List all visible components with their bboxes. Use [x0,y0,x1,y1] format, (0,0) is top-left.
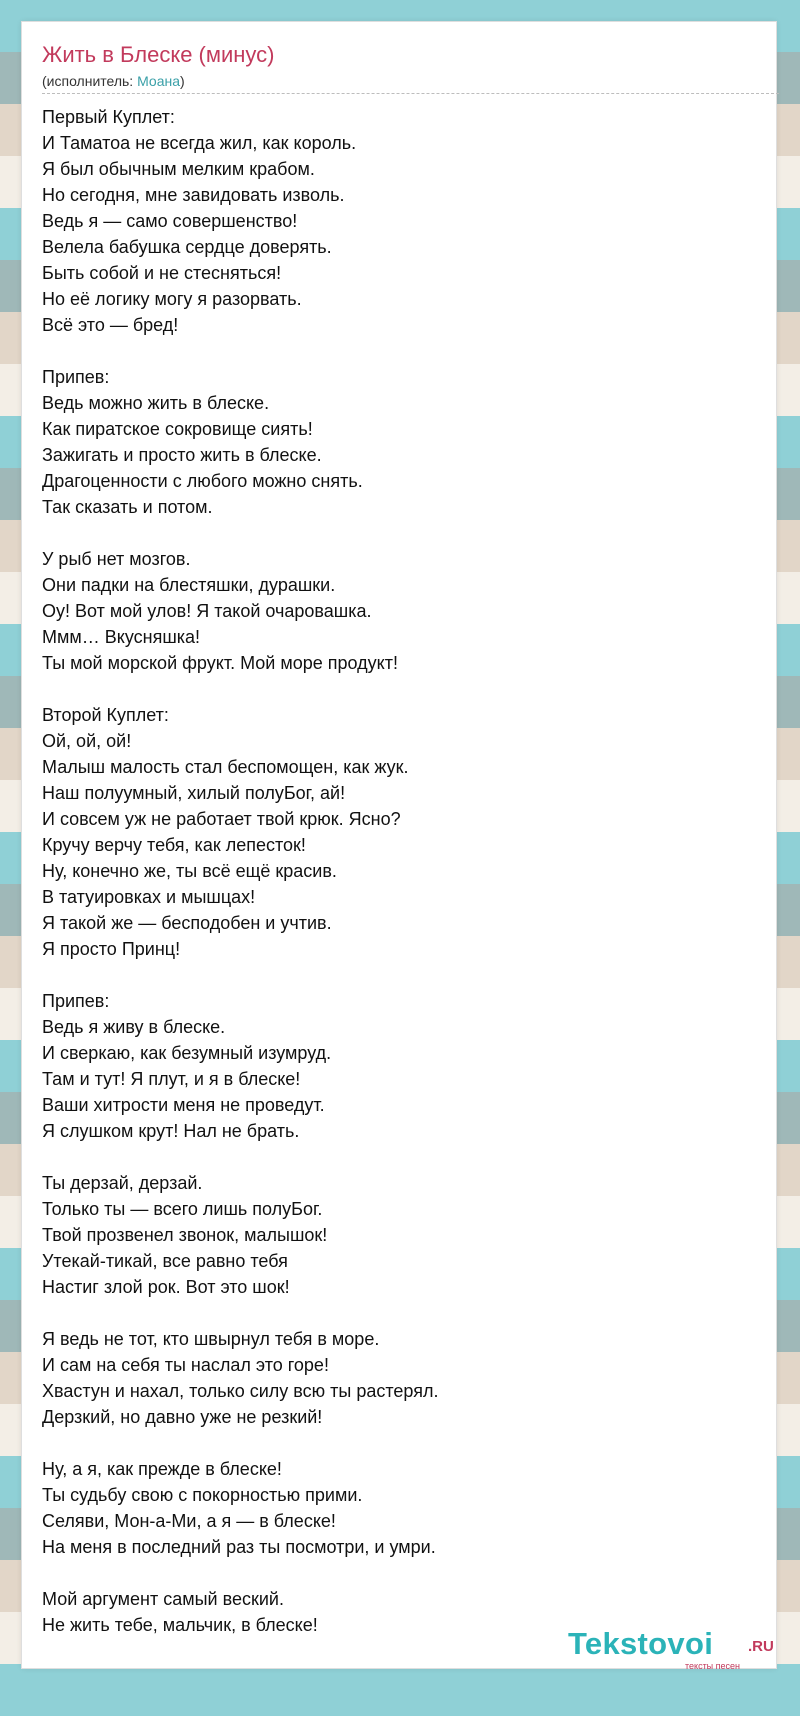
lyric-line [42,1300,752,1326]
lyric-line: Ну, а я, как прежде в блеске! [42,1459,282,1479]
lyric-line: В татуировках и мышцах! [42,887,256,907]
lyric-line: Там и тут! Я плут, и я в блеске! [42,1069,301,1089]
lyric-line: Первый Куплет: [42,107,175,127]
logo-domain: .RU [748,1638,774,1655]
logo-wordmark: Tekstovoi [568,1626,714,1661]
lyric-line: И сверкаю, как безумный изумруд. [42,1043,332,1063]
lyric-line: У рыб нет мозгов. [42,549,191,569]
title-divider [42,93,779,94]
lyric-line [42,1144,752,1170]
lyric-line: И сам на себя ты наслал это горе! [42,1355,329,1375]
lyric-line: Только ты — всего лишь полуБог. [42,1199,323,1219]
lyric-line: Оу! Вот мой улов! Я такой очаровашка. [42,601,372,621]
lyric-line: Второй Куплет: [42,705,169,725]
lyric-line: Не жить тебе, мальчик, в блеске! [42,1615,318,1635]
artist-line [42,72,185,90]
lyric-line: Быть собой и не стесняться! [42,263,282,283]
lyric-line: Твой прозвенел звонок, малышок! [42,1225,328,1245]
lyric-line: Я слушком крут! Нал не брать. [42,1121,300,1141]
lyric-line: Настиг злой рок. Вот это шок! [42,1277,290,1297]
lyric-line: Хвастун и нахал, только силу всю ты растерял. [42,1381,439,1401]
background-stripe [0,1664,800,1716]
lyric-line: Ты мой морской фрукт. Мой море продукт! [42,653,398,673]
song-title: Жить в Блеске (минус) [42,42,275,67]
lyrics-text [42,104,752,1638]
lyric-line: Как пиратское сокровище сиять! [42,419,313,439]
lyric-line: Велела бабушка сердце доверять. [42,237,332,257]
artist-suffix: ) [180,73,185,89]
lyric-line: Они падки на блестяшки, дурашки. [42,575,336,595]
lyric-line: Ведь можно жить в блеске. [42,393,270,413]
lyric-line [42,676,752,702]
lyric-line [42,1560,752,1586]
lyric-line: На меня в последний раз ты посмотри, и умри. [42,1537,436,1557]
artist-prefix: (исполнитель: [42,73,138,89]
lyric-line: Но её логику могу я разорвать. [42,289,302,309]
lyric-line: Ой, ой, ой! [42,731,132,751]
lyric-line: Ммм… Вкусняшка! [42,627,201,647]
lyric-line: Малыш малость стал беспомощен, как жук. [42,757,409,777]
lyric-line: Ну, конечно же, ты всё ещё красив. [42,861,337,881]
lyric-line: Ты судьбу свою с покорностью прими. [42,1485,363,1505]
lyric-line: Драгоценности с любого можно снять. [42,471,363,491]
lyric-line: Зажигать и просто жить в блеске. [42,445,322,465]
lyric-line: Припев: [42,367,110,387]
lyric-line: Дерзкий, но давно уже не резкий! [42,1407,323,1427]
lyric-line: Кручу верчу тебя, как лепесток! [42,835,306,855]
lyric-line: Но сегодня, мне завидовать изволь. [42,185,345,205]
lyric-line: Я был обычным мелким крабом. [42,159,315,179]
lyric-line: И совсем уж не работает твой крюк. Ясно? [42,809,401,829]
lyric-line [42,520,752,546]
lyric-line: Так сказать и потом. [42,497,213,517]
lyric-line: Я просто Принц! [42,939,181,959]
lyric-line: Селяви, Мон-а-Ми, а я — в блеске! [42,1511,336,1531]
lyric-line: Ваши хитрости меня не проведут. [42,1095,325,1115]
lyric-line [42,1430,752,1456]
lyric-line: Я такой же — бесподобен и учтив. [42,913,332,933]
lyric-line: Я ведь не тот, кто швырнул тебя в море. [42,1329,380,1349]
artist-link[interactable]: Моана [137,73,181,89]
lyric-line: Всё это — бред! [42,315,179,335]
lyric-line: Утекай-тикай, все равно тебя [42,1251,288,1271]
lyric-line: Ведь я — само совершенство! [42,211,298,231]
site-logo[interactable] [568,1626,778,1671]
lyric-line: Наш полуумный, хилый полуБог, ай! [42,783,346,803]
logo-tagline: тексты песен [685,1661,741,1671]
lyric-line: Ведь я живу в блеске. [42,1017,226,1037]
lyrics-card [22,22,776,1671]
lyric-line [42,962,752,988]
lyric-line: Ты дерзай, дерзай. [42,1173,203,1193]
lyric-line: Мой аргумент самый веский. [42,1589,284,1609]
lyric-line: И Таматоа не всегда жил, как король. [42,133,357,153]
lyric-line [42,338,752,364]
lyric-line: Припев: [42,991,110,1011]
